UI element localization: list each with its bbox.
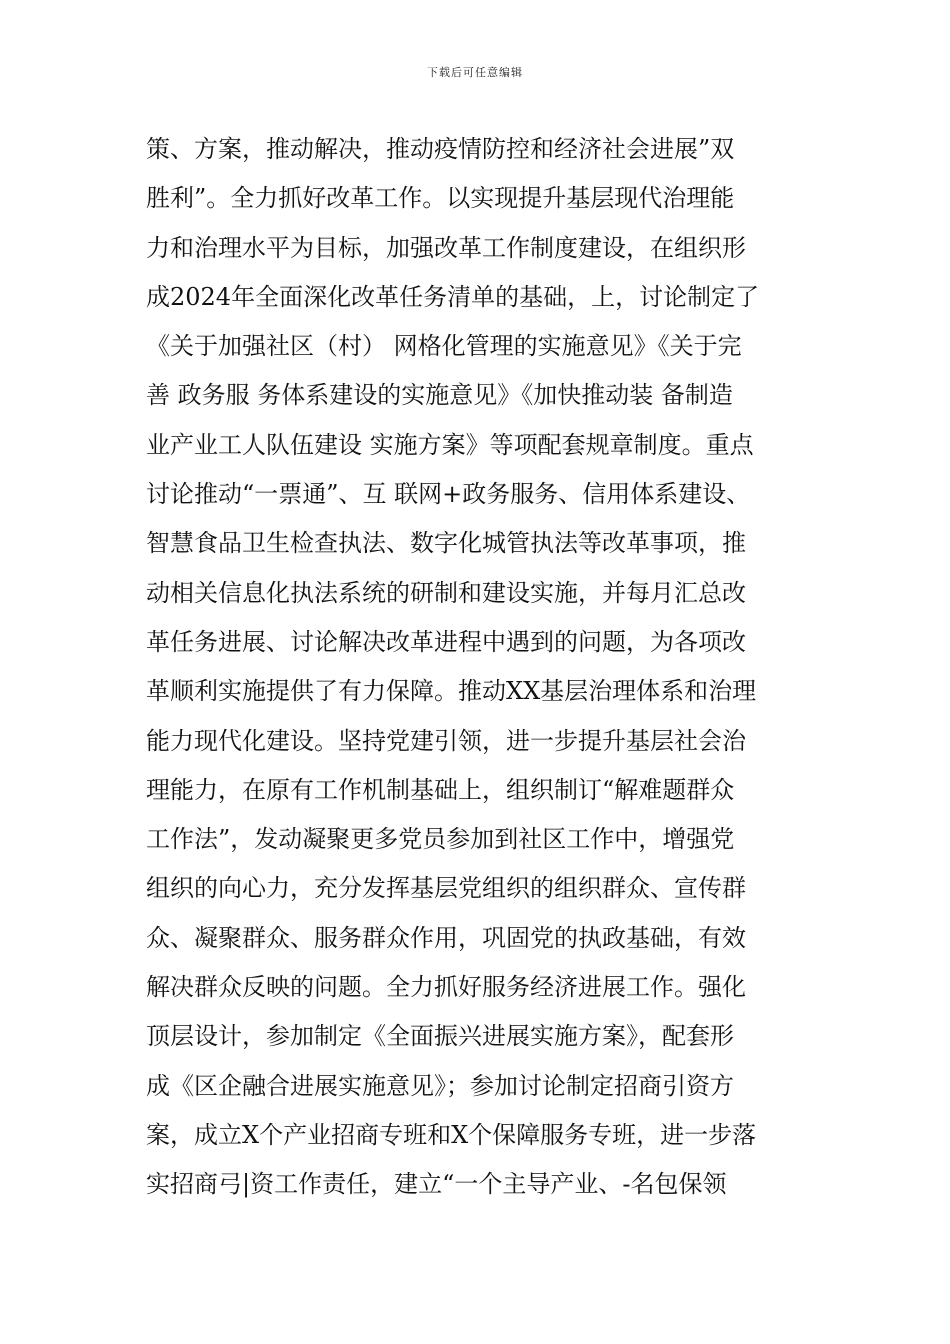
text-line: 实招商弓|资工作责任，建立“一个主导产业、-名包保领 xyxy=(146,1170,727,1199)
text-line: 众、凝聚群众、服务群众作用，巩固党的执政基础，有效 xyxy=(146,923,746,952)
text-line: 成《区企融合进展实施意见》；参加讨论制定招商引资方 xyxy=(146,1071,734,1100)
text-line: 胜利”。全力抓好改革工作。以实现提升基层现代治理能 xyxy=(146,184,735,213)
body-text xyxy=(146,125,846,1210)
header-note: 下载后可任意编辑 xyxy=(427,66,523,79)
text-line: 成2024年全面深化改革任务清单的基础，上，讨论制定了 xyxy=(146,282,760,311)
text-line: 智慧食品卫生检查执法、数字化城管执法等改革事项，推 xyxy=(146,529,746,558)
text-line: 策、方案，推动解决，推动疫情防控和经济社会进展”双 xyxy=(146,135,735,163)
text-line: 动相关信息化执法系统的研制和建设实施，并每月汇总改 xyxy=(146,578,746,607)
text-line: 力和治理水平为目标，加强改革工作制度建设，在组织形 xyxy=(146,233,746,262)
text-line: 讨论推动“一票通”、互 联网+政务服务、信用体系建设、 xyxy=(146,480,751,509)
text-line: 革任务进展、讨论解决改革进程中遇到的问题，为各项改 xyxy=(146,627,746,656)
text-line: 业产业工人队伍建设 实施方案》等项配套规章制度。重点 xyxy=(146,430,754,459)
text-line: 工作法”，发动凝聚更多党员参加到社区工作中，增强党 xyxy=(146,825,735,854)
text-line: 顶层设计，参加制定《全面振兴进展实施方案》，配套形 xyxy=(146,1022,734,1051)
text-line: 能力现代化建设。坚持党建引领，进一步提升基层社会治 xyxy=(146,726,746,755)
text-line: 善 政务服 务体系建设的实施意见》《加快推动装 备制造 xyxy=(146,381,733,410)
text-line: 解决群众反映的问题。全力抓好服务经济进展工作。强化 xyxy=(146,973,746,1002)
text-line: 理能力，在原有工作机制基础上，组织制订“解难题群众 xyxy=(146,775,735,804)
text-line: 革顺利实施提供了有力保障。推动XX基层治理体系和治理 xyxy=(146,677,757,706)
text-line: 《关于加强社区（村） 网格化管理的实施意见》《关于完 xyxy=(146,332,742,361)
text-line: 组织的向心力，充分发挥基层党组织的组织群众、宣传群 xyxy=(146,874,746,903)
text-line: 案，成立X个产业招商专班和X个保障服务专班，进一步落 xyxy=(146,1120,757,1149)
